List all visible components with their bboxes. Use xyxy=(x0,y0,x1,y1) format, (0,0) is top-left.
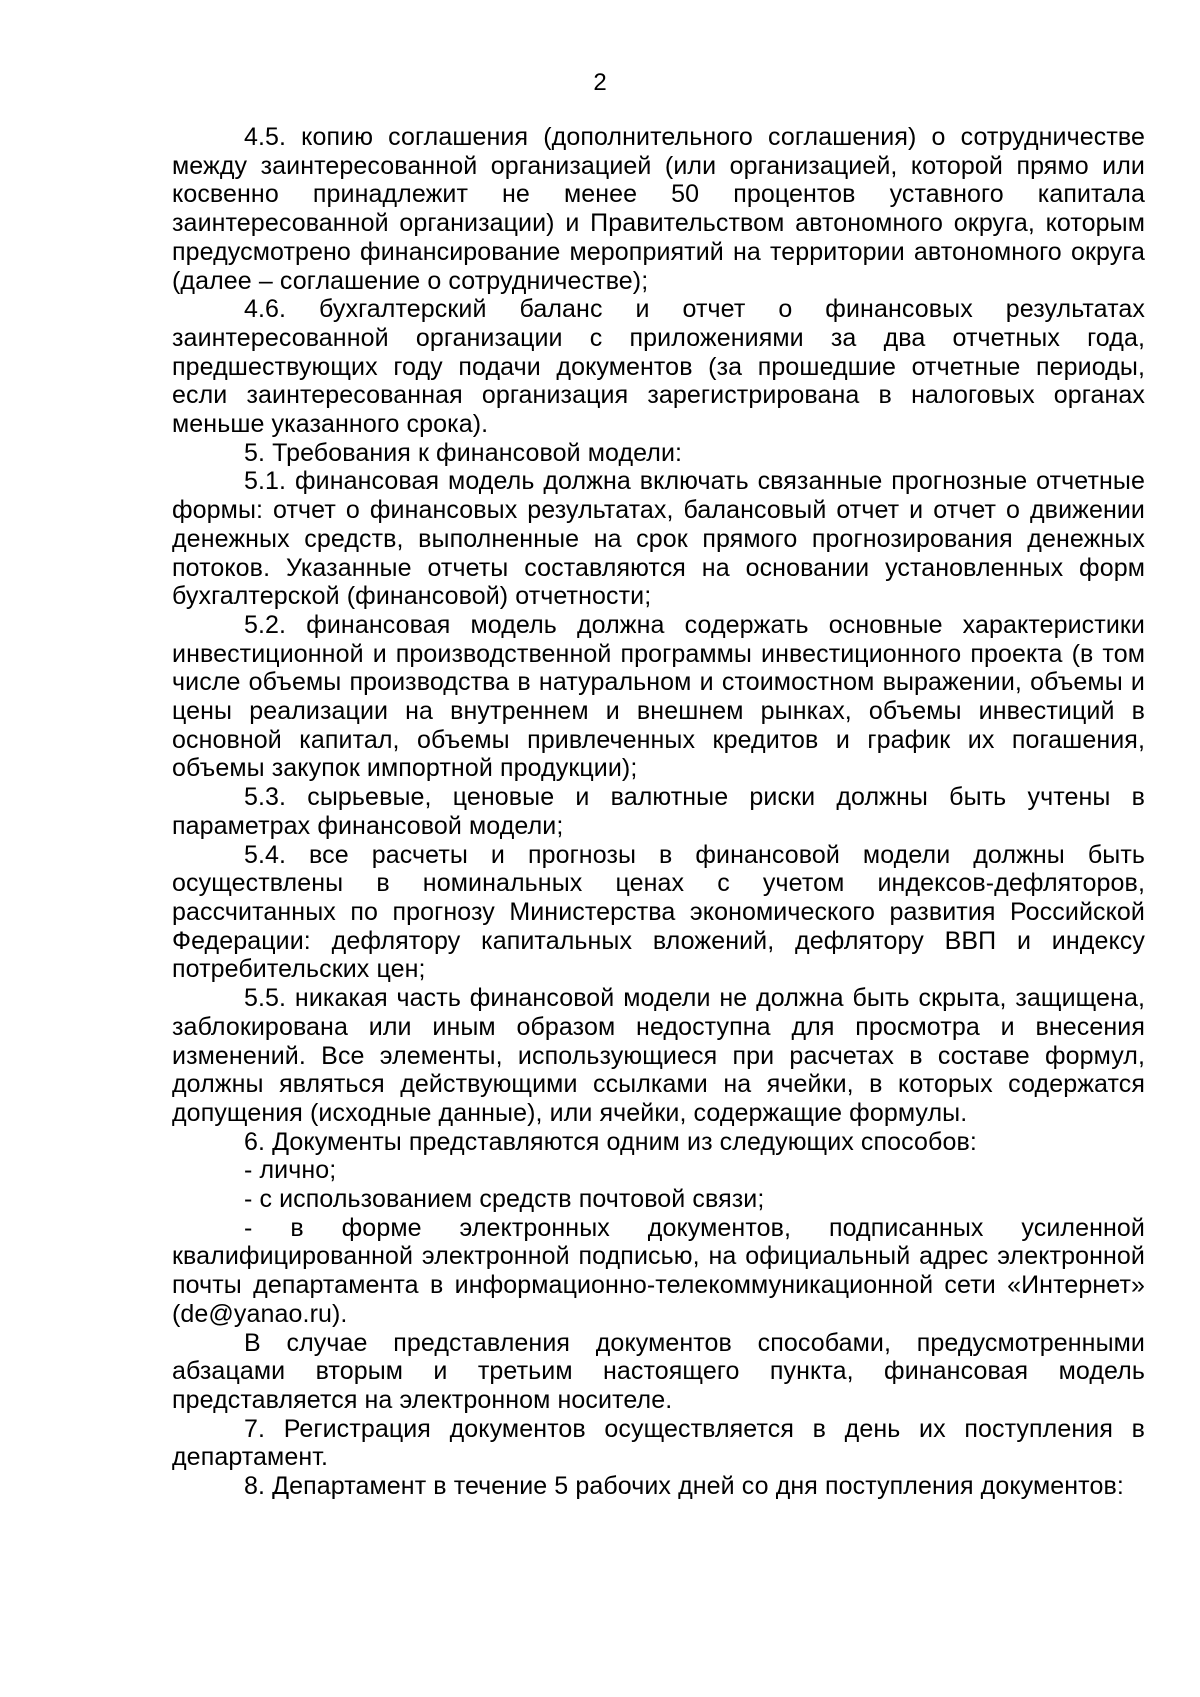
list-item-electronic: - в форме электронных документов, подписанных усиленной квалифицированной электронной подписью, на официальный адрес электронной почты департамента в информационно-телекоммуникационной сети «Интернет» (de@yanao.ru). xyxy=(172,1213,1145,1328)
page-number: 2 xyxy=(593,69,607,96)
paragraph-4-6: 4.6. бухгалтерский баланс и отчет о финансовых результатах заинтересованной организации с приложениями за два отчетных года, предшествующих году подачи документов (за прошедшие отчетные периоды, если заинтересованная организация зарегистрирована в налоговых органах меньше указанного срока). xyxy=(172,295,1145,439)
paragraph-7: 7. Регистрация документов осуществляется в день их поступления в департамент. xyxy=(172,1414,1145,1472)
paragraph-8: 8. Департамент в течение 5 рабочих дней со дня поступления документов: xyxy=(244,1472,1124,1501)
document-body xyxy=(172,123,1145,1501)
paragraph-5-4: 5.4. все расчеты и прогнозы в финансовой модели должны быть осуществлены в номинальных ценах с учетом индексов-дефляторов, рассчитанных по прогнозу Министерства экономического развития Российской Федерации: дефлятору капитальных вложений, дефлятору ВВП и индексу потребительских цен; xyxy=(172,840,1145,984)
paragraph-5-3: 5.3. сырьевые, ценовые и валютные риски должны быть учтены в параметрах финансовой модели; xyxy=(172,783,1145,840)
paragraph-5: 5. Требования к финансовой модели: xyxy=(244,438,683,467)
list-item-in-person: - лично; xyxy=(244,1156,337,1185)
paragraph-5-5: 5.5. никакая часть финансовой модели не должна быть скрыта, защищена, заблокирована или иным образом недоступна для просмотра и внесения изменений. Все элементы, использующиеся при расчетах в составе формул, должны являться действующими ссылками на ячейки, в которых содержатся допущения (исходные данные), или ячейки, содержащие формулы. xyxy=(172,984,1145,1127)
paragraph-4-5: 4.5. копию соглашения (дополнительного соглашения) о сотрудничестве между заинтересованной организацией (или организацией, которой прямо или косвенно принадлежит не менее 50 процентов уставного капитала заинтересованной организации) и Правительством автономного округа, которым предусмотрено финансирование мероприятий на территории автономного округа (далее – соглашение о сотрудничестве); xyxy=(172,123,1145,295)
paragraph-6: 6. Документы представляются одним из следующих способов: xyxy=(244,1127,977,1156)
paragraph-electronic-media: В случае представления документов способами, предусмотренными абзацами вторым и третьим настоящего пункта, финансовая модель представляется на электронном носителе. xyxy=(172,1328,1145,1414)
paragraph-5-2: 5.2. финансовая модель должна содержать основные характеристики инвестиционной и производственной программы инвестиционного проекта (в том числе объемы производства в натуральном и стоимостном выражении, объемы и цены реализации на внутреннем и внешнем рынках, объемы инвестиций в основной капитал, объемы привлеченных кредитов и график их погашения, объемы закупок импортной продукции); xyxy=(172,610,1145,783)
list-item-postal: - с использованием средств почтовой связи; xyxy=(244,1185,765,1214)
paragraph-5-1: 5.1. финансовая модель должна включать связанные прогнозные отчетные формы: отчет о финансовых результатах, балансовый отчет и отчет о движении денежных средств, выполненные на срок прямого прогнозирования денежных потоков. Указанные отчеты составляются на основании установленных форм бухгалтерской (финансовой) отчетности; xyxy=(172,467,1145,611)
